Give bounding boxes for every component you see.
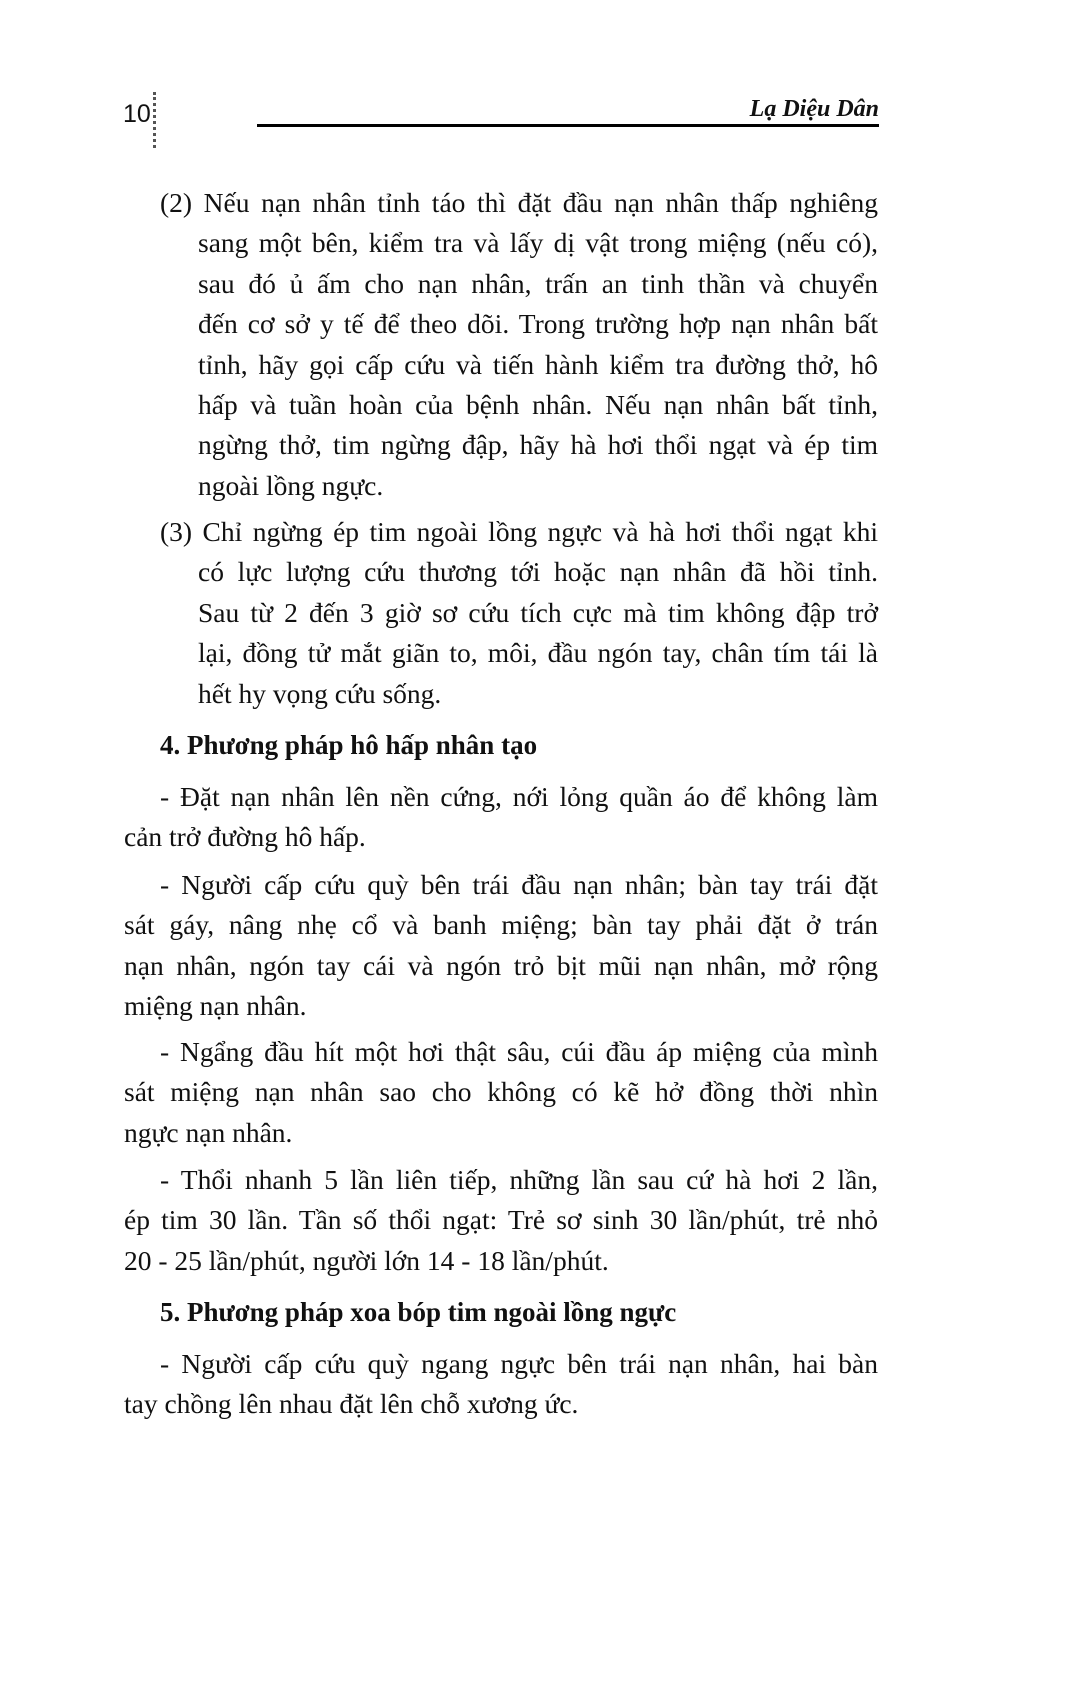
text-line: - Ngẩng đầu hít một hơi thật sâu, cúi đầu áp miệng của mình xyxy=(160,1036,878,1067)
paragraph xyxy=(0,865,878,1027)
text-line: (3) Chỉ ngừng ép tim ngoài lồng ngực và hà hơi thổi ngạt khi xyxy=(160,516,878,547)
paragraph xyxy=(0,183,878,506)
text-line: ngực nạn nhân. xyxy=(124,1116,293,1148)
text-line: có lực lượng cứu thương tới hoặc nạn nhân đã hồi tỉnh. xyxy=(198,556,878,588)
paragraph xyxy=(0,1160,878,1281)
running-header-author: Lạ Diệu Dân xyxy=(749,96,879,122)
text-line: tay chồng lên nhau đặt lên chỗ xương ức. xyxy=(124,1388,579,1420)
header-divider-vertical xyxy=(153,92,156,148)
text-line: miệng nạn nhân. xyxy=(124,990,307,1022)
section-heading-4: 4. Phương pháp hô hấp nhân tạo xyxy=(160,730,538,760)
text-line: nạn nhân, ngón tay cái và ngón trỏ bịt mũi nạn nhân, mở rộng xyxy=(124,949,878,981)
section-heading-5: 5. Phương pháp xoa bóp tim ngoài lồng ngực xyxy=(160,1297,677,1327)
header-rule xyxy=(257,124,879,127)
paragraph xyxy=(0,1344,878,1425)
text-line: hấp và tuần hoàn của bệnh nhân. Nếu nạn nhân bất tỉnh, xyxy=(198,389,878,421)
text-line: ngừng thở, tim ngừng đập, hãy hà hơi thổi ngạt và ép tim xyxy=(198,429,878,461)
text-line: lại, đồng tử mắt giãn to, môi, đầu ngón tay, chân tím tái là xyxy=(198,637,878,669)
text-line: ngoài lồng ngực. xyxy=(198,469,384,501)
text-line: Sau từ 2 đến 3 giờ sơ cứu tích cực mà tim không đập trở xyxy=(198,596,878,628)
page-number: 10 xyxy=(123,100,151,128)
paragraph xyxy=(0,777,878,858)
text-line: tỉnh, hãy gọi cấp cứu và tiến hành kiểm tra đường thở, hô xyxy=(198,348,878,380)
text-line: - Đặt nạn nhân lên nền cứng, nới lỏng quần áo để không làm xyxy=(160,781,878,812)
paragraph xyxy=(0,1032,878,1153)
text-line: sau đó ủ ấm cho nạn nhân, trấn an tinh thần và chuyển xyxy=(198,267,878,299)
text-line: sát miệng nạn nhân sao cho không có kẽ hở đồng thời nhìn xyxy=(124,1076,878,1108)
text-line: - Người cấp cứu quỳ ngang ngực bên trái nạn nhân, hai bàn xyxy=(160,1348,878,1379)
text-line: (2) Nếu nạn nhân tỉnh táo thì đặt đầu nạn nhân thấp nghiêng xyxy=(160,187,878,218)
text-line: sang một bên, kiểm tra và lấy dị vật trong miệng (nếu có), xyxy=(198,227,878,259)
text-line: 20 - 25 lần/phút, người lớn 14 - 18 lần/phút. xyxy=(124,1244,609,1276)
text-line: - Người cấp cứu quỳ bên trái đầu nạn nhân; bàn tay trái đặt xyxy=(160,869,878,900)
text-line: sát gáy, nâng nhẹ cổ và banh miệng; bàn tay phải đặt ở trán xyxy=(124,909,878,941)
text-line: - Thổi nhanh 5 lần liên tiếp, những lần sau cứ hà hơi 2 lần, xyxy=(160,1164,878,1195)
text-line: đến cơ sở y tế để theo dõi. Trong trường hợp nạn nhân bất xyxy=(198,308,878,340)
text-line: ép tim 30 lần. Tần số thổi ngạt: Trẻ sơ sinh 30 lần/phút, trẻ nhỏ xyxy=(124,1204,878,1236)
text-line: hết hy vọng cứu sống. xyxy=(198,677,442,709)
paragraph xyxy=(0,512,878,714)
text-line: cản trở đường hô hấp. xyxy=(124,821,366,853)
